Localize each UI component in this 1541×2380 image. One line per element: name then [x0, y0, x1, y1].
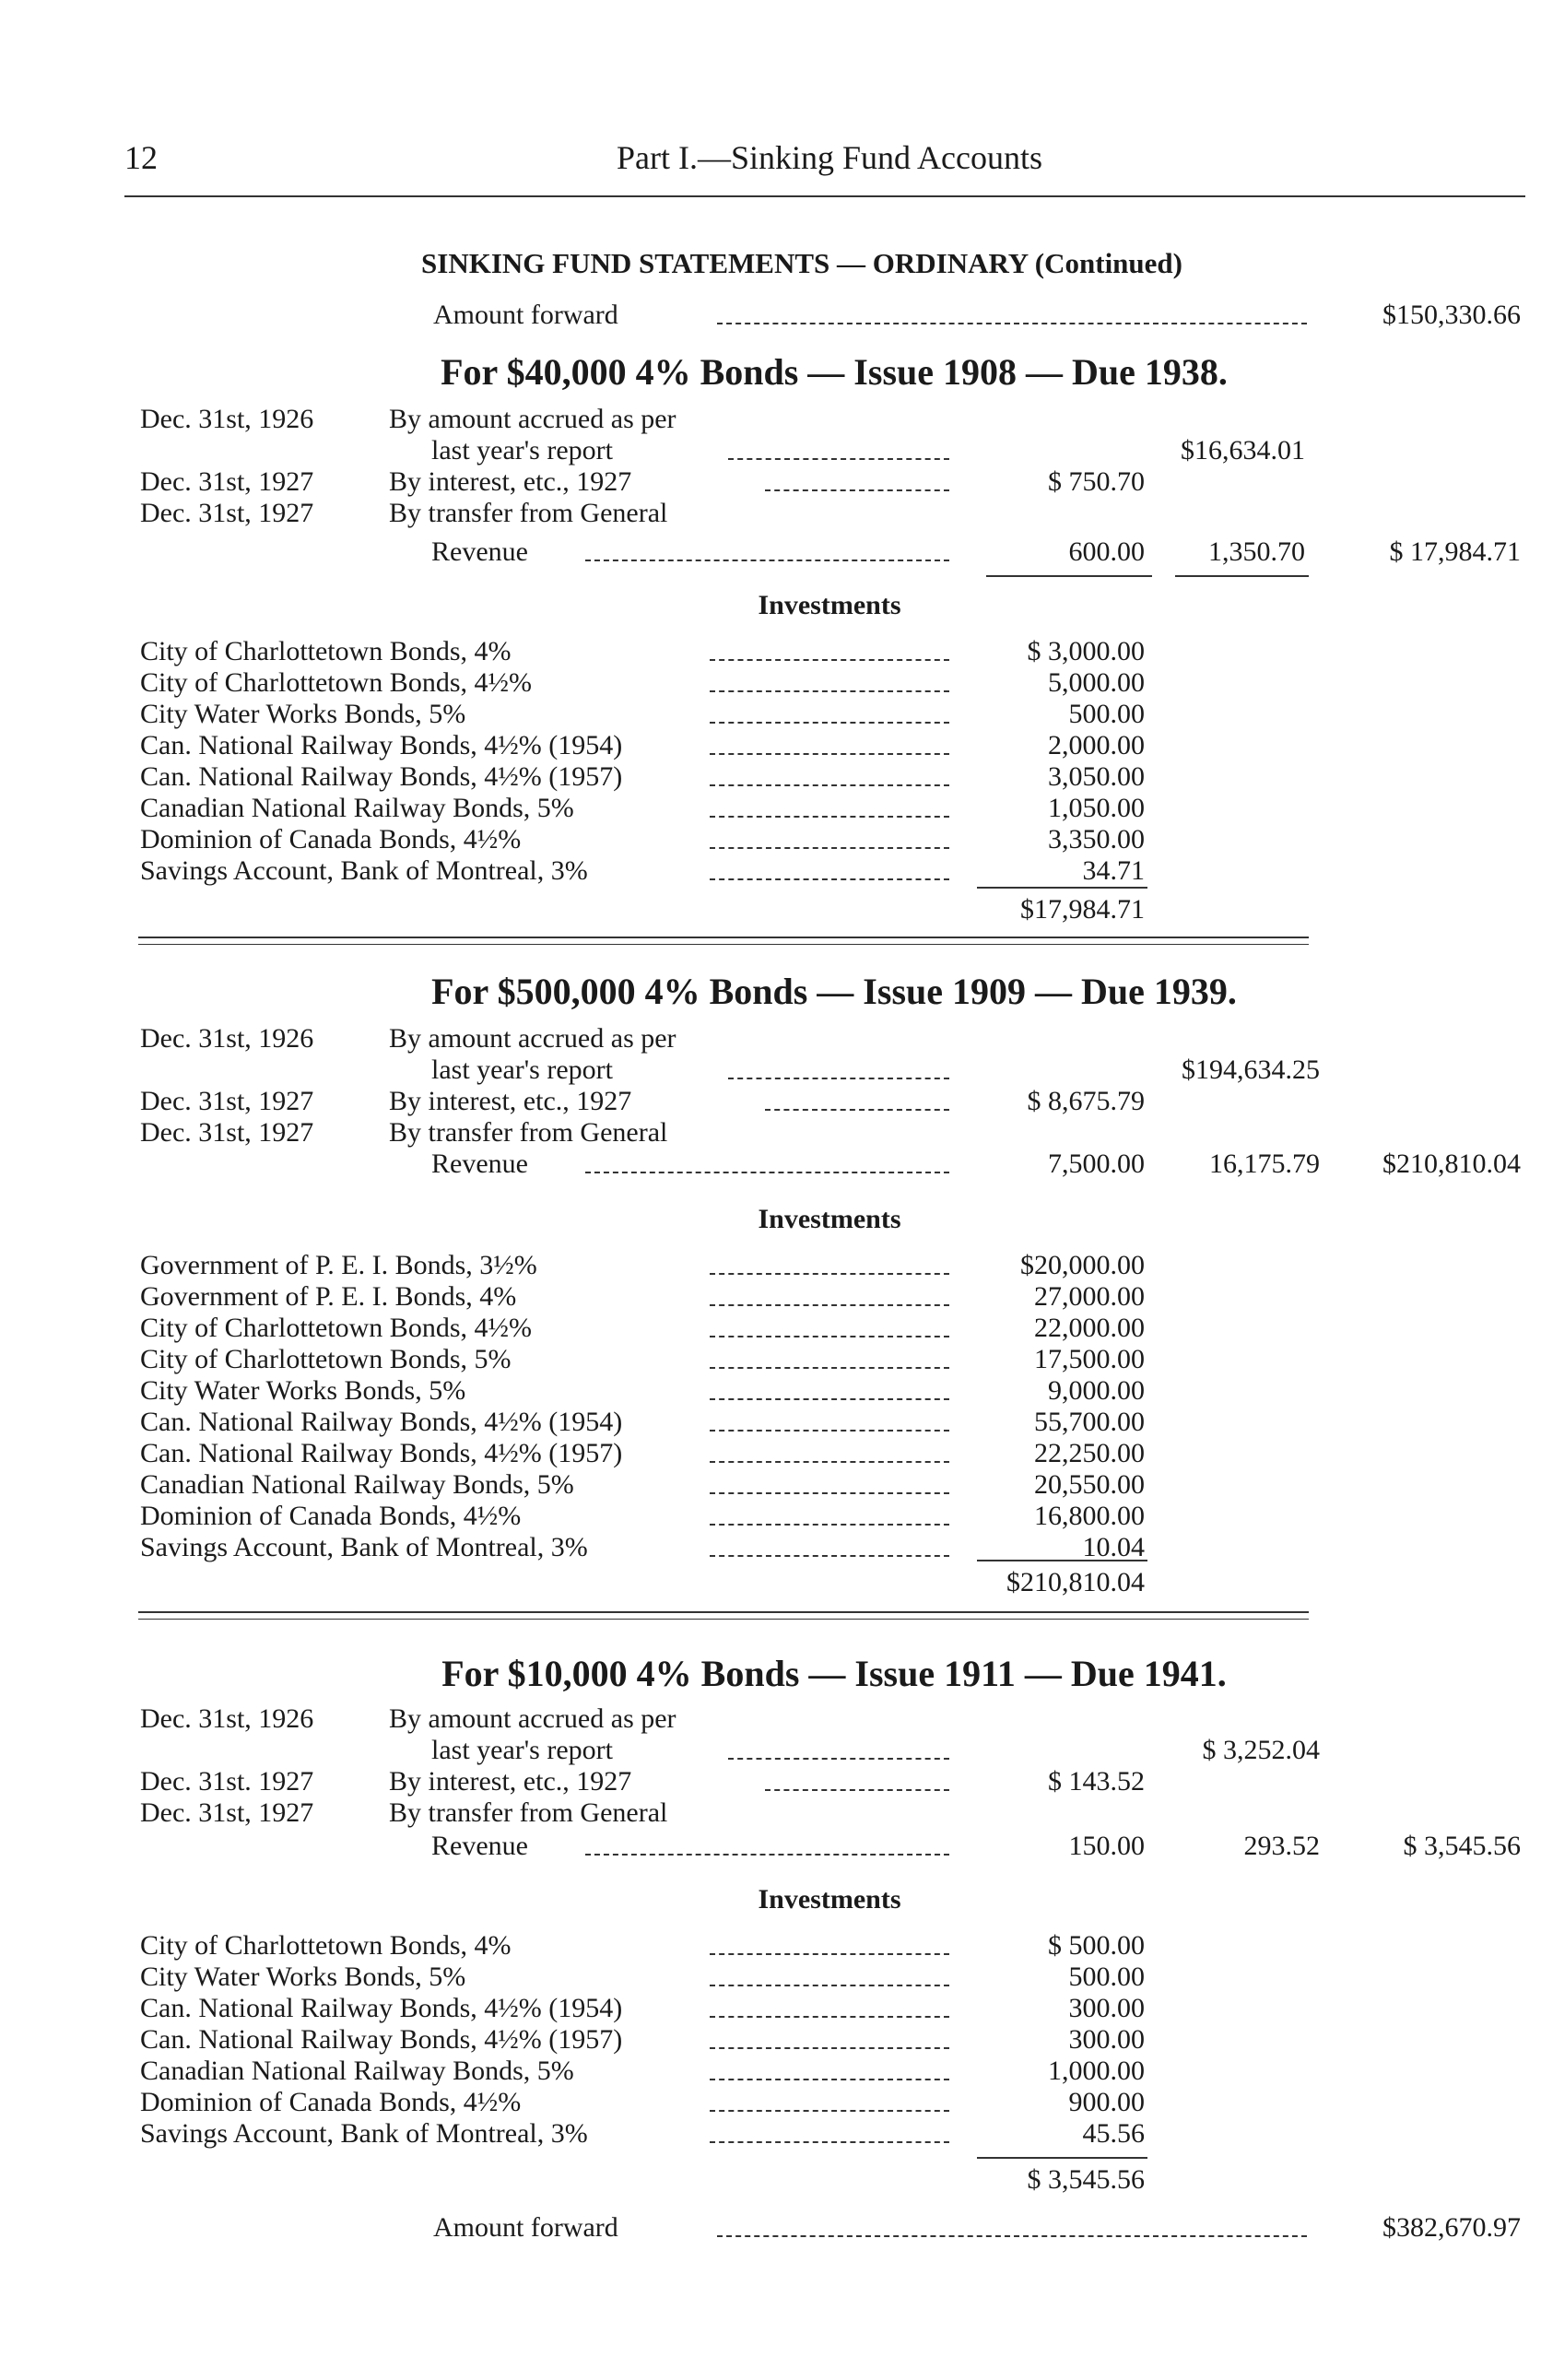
investment-label: Can. National Railway Bonds, 4½% (1957): [140, 1438, 623, 1468]
leader-dots: [710, 1304, 949, 1306]
investments-heading: Investments: [758, 1204, 901, 1234]
investments-total: $ 3,545.56: [1027, 2164, 1145, 2195]
leader-dots: [710, 878, 949, 880]
investment-label: City Water Works Bonds, 5%: [140, 1375, 466, 1406]
leader-dots: [710, 722, 949, 724]
investment-label: Canadian National Railway Bonds, 5%: [140, 793, 574, 823]
leader-dots: [710, 1524, 949, 1526]
transfer-amount: 150.00: [1068, 1831, 1145, 1861]
investment-amount: 500.00: [1068, 699, 1145, 729]
leader-dots: [710, 1430, 949, 1432]
leader-dots: [710, 2079, 949, 2080]
amount-forward-label: Amount forward: [433, 2212, 618, 2243]
investment-amount: 2,000.00: [1048, 730, 1145, 760]
entry-description: By transfer from General: [389, 1117, 668, 1148]
amount-forward-value: $382,670.97: [1382, 2212, 1521, 2243]
leader-dots: [585, 560, 949, 561]
investment-label: Can. National Railway Bonds, 4½% (1954): [140, 1407, 623, 1437]
entry-description-cont: Revenue: [431, 1149, 528, 1179]
entry-description: By amount accrued as per: [389, 404, 676, 434]
prior-balance: $ 3,252.04: [1202, 1735, 1320, 1765]
investment-label: City Water Works Bonds, 5%: [140, 1962, 466, 1992]
entry-description-cont: Revenue: [431, 536, 528, 567]
leader-dots: [710, 753, 949, 755]
investment-label: Government of P. E. I. Bonds, 3½%: [140, 1250, 537, 1280]
investment-label: Can. National Railway Bonds, 4½% (1957): [140, 761, 623, 792]
section-3-heading: For $10,000 4% Bonds — Issue 1911 — Due 1941.: [441, 1653, 1227, 1694]
investment-amount: 9,000.00: [1048, 1375, 1145, 1406]
leader-dots: [710, 659, 949, 661]
entry-date: Dec. 31st, 1927: [140, 466, 314, 497]
leader-dots: [710, 2110, 949, 2112]
investment-label: City of Charlottetown Bonds, 4½%: [140, 1313, 532, 1343]
investment-amount: 300.00: [1068, 1993, 1145, 2023]
investments-total: $210,810.04: [1006, 1567, 1145, 1597]
total-rule: [1175, 575, 1309, 577]
leader-dots: [728, 458, 949, 460]
leader-dots: [710, 1336, 949, 1337]
entry-date: Dec. 31st, 1926: [140, 1023, 314, 1054]
section-separator: [138, 1611, 1309, 1613]
section-2-heading: For $500,000 4% Bonds — Issue 1909 — Due 1939.: [431, 971, 1237, 1012]
leader-dots: [710, 2047, 949, 2049]
interest-amount: $ 143.52: [1048, 1766, 1145, 1797]
leader-dots: [710, 2016, 949, 2018]
entry-description: By interest, etc., 1927: [389, 1086, 632, 1116]
investment-label: City of Charlottetown Bonds, 4%: [140, 1930, 512, 1961]
investment-amount: 27,000.00: [1034, 1281, 1145, 1312]
entry-date: Dec. 31st, 1927: [140, 1086, 314, 1116]
investment-amount: 34.71: [1082, 855, 1145, 886]
entry-date: Dec. 31st, 1927: [140, 1797, 314, 1828]
investment-label: City Water Works Bonds, 5%: [140, 699, 466, 729]
fund-total: $ 3,545.56: [1403, 1831, 1521, 1861]
leader-dots: [710, 1273, 949, 1275]
leader-dots: [710, 1367, 949, 1369]
page-number: 12: [124, 139, 158, 176]
investments-heading: Investments: [758, 1884, 901, 1915]
leader-dots: [717, 2235, 1307, 2237]
leader-dots: [728, 1758, 949, 1760]
investment-amount: 1,050.00: [1048, 793, 1145, 823]
entry-date: Dec. 31st, 1927: [140, 498, 314, 528]
entry-description: By interest, etc., 1927: [389, 466, 632, 497]
entry-description: By transfer from General: [389, 498, 668, 528]
investment-label: Can. National Railway Bonds, 4½% (1954): [140, 730, 623, 760]
investment-amount: 900.00: [1068, 2087, 1145, 2117]
prior-balance: $16,634.01: [1181, 435, 1305, 465]
investment-label: Can. National Railway Bonds, 4½% (1954): [140, 1993, 623, 2023]
investment-amount: 300.00: [1068, 2024, 1145, 2055]
investment-amount: 3,050.00: [1048, 761, 1145, 792]
interest-amount: $ 750.70: [1048, 466, 1145, 497]
investment-amount: $ 500.00: [1048, 1930, 1145, 1961]
leader-dots: [765, 489, 949, 491]
leader-dots: [710, 1953, 949, 1955]
investment-amount: 20,550.00: [1034, 1469, 1145, 1500]
investments-total: $17,984.71: [1020, 894, 1145, 925]
investment-label: Government of P. E. I. Bonds, 4%: [140, 1281, 517, 1312]
entry-description: By amount accrued as per: [389, 1023, 676, 1054]
entry-description-cont: Revenue: [431, 1831, 528, 1861]
investment-amount: $20,000.00: [1020, 1250, 1145, 1280]
entry-description-cont: last year's report: [431, 1735, 613, 1765]
investment-amount: $ 3,000.00: [1027, 636, 1145, 666]
entry-description-cont: last year's report: [431, 435, 613, 465]
entry-date: Dec. 31st, 1926: [140, 1703, 314, 1734]
investment-amount: 17,500.00: [1034, 1344, 1145, 1374]
leader-dots: [710, 816, 949, 818]
amount-forward-label: Amount forward: [433, 300, 618, 330]
investment-label: City of Charlottetown Bonds, 4½%: [140, 667, 532, 698]
entry-description: By amount accrued as per: [389, 1703, 676, 1734]
entry-date: Dec. 31st, 1926: [140, 404, 314, 434]
leader-dots: [710, 1398, 949, 1400]
prior-balance: $194,634.25: [1182, 1055, 1320, 1085]
amount-forward-value: $150,330.66: [1382, 300, 1521, 330]
investments-heading: Investments: [758, 590, 901, 620]
leader-dots: [585, 1172, 949, 1173]
total-rule: [977, 2157, 1147, 2159]
leader-dots: [710, 1492, 949, 1494]
leader-dots: [710, 847, 949, 849]
investment-amount: 3,350.00: [1048, 824, 1145, 854]
leader-dots: [710, 784, 949, 786]
header-rule: [124, 195, 1525, 197]
section-1-heading: For $40,000 4% Bonds — Issue 1908 — Due 1938.: [441, 351, 1228, 393]
investment-amount: 10.04: [1082, 1532, 1145, 1562]
investment-label: Savings Account, Bank of Montreal, 3%: [140, 855, 588, 886]
running-title: Part I.—Sinking Fund Accounts: [616, 139, 1043, 176]
transfer-amount: 7,500.00: [1048, 1149, 1145, 1179]
investment-amount: 16,800.00: [1034, 1501, 1145, 1531]
entry-description: By interest, etc., 1927: [389, 1766, 632, 1797]
investment-amount: 5,000.00: [1048, 667, 1145, 698]
total-rule: [977, 887, 1147, 889]
credits-subtotal: 16,175.79: [1209, 1149, 1320, 1179]
investment-label: Dominion of Canada Bonds, 4½%: [140, 824, 522, 854]
credits-subtotal: 293.52: [1243, 1831, 1320, 1861]
credits-subtotal: 1,350.70: [1208, 536, 1305, 567]
investment-label: City of Charlottetown Bonds, 5%: [140, 1344, 512, 1374]
total-rule: [977, 1560, 1147, 1561]
investment-label: Dominion of Canada Bonds, 4½%: [140, 1501, 522, 1531]
investment-amount: 45.56: [1082, 2118, 1145, 2149]
leader-dots: [765, 1789, 949, 1791]
investment-label: City of Charlottetown Bonds, 4%: [140, 636, 512, 666]
leader-dots: [710, 690, 949, 692]
entry-description-cont: last year's report: [431, 1055, 613, 1085]
investment-amount: 1,000.00: [1048, 2056, 1145, 2086]
leader-dots: [710, 1555, 949, 1557]
investment-amount: 22,250.00: [1034, 1438, 1145, 1468]
investment-label: Dominion of Canada Bonds, 4½%: [140, 2087, 522, 2117]
section-separator: [138, 1619, 1309, 1620]
investment-label: Canadian National Railway Bonds, 5%: [140, 2056, 574, 2086]
investment-amount: 55,700.00: [1034, 1407, 1145, 1437]
entry-date: Dec. 31st, 1927: [140, 1117, 314, 1148]
fund-total: $ 17,984.71: [1389, 536, 1521, 567]
leader-dots: [710, 1461, 949, 1463]
leader-dots: [728, 1078, 949, 1079]
entry-date: Dec. 31st. 1927: [140, 1766, 314, 1797]
transfer-amount: 600.00: [1068, 536, 1145, 567]
investment-label: Can. National Railway Bonds, 4½% (1957): [140, 2024, 623, 2055]
investment-amount: 22,000.00: [1034, 1313, 1145, 1343]
leader-dots: [765, 1109, 949, 1111]
section-separator: [138, 937, 1309, 938]
leader-dots: [710, 2141, 949, 2143]
entry-description: By transfer from General: [389, 1797, 668, 1828]
leader-dots: [717, 323, 1307, 324]
investment-amount: 500.00: [1068, 1962, 1145, 1992]
interest-amount: $ 8,675.79: [1027, 1086, 1145, 1116]
total-rule: [986, 575, 1152, 577]
leader-dots: [710, 1985, 949, 1986]
investment-label: Savings Account, Bank of Montreal, 3%: [140, 2118, 588, 2149]
fund-total: $210,810.04: [1382, 1149, 1521, 1179]
statement-title: SINKING FUND STATEMENTS — ORDINARY (Continued): [421, 247, 1182, 279]
leader-dots: [585, 1854, 949, 1856]
investment-label: Savings Account, Bank of Montreal, 3%: [140, 1532, 588, 1562]
section-separator: [138, 944, 1309, 945]
investment-label: Canadian National Railway Bonds, 5%: [140, 1469, 574, 1500]
